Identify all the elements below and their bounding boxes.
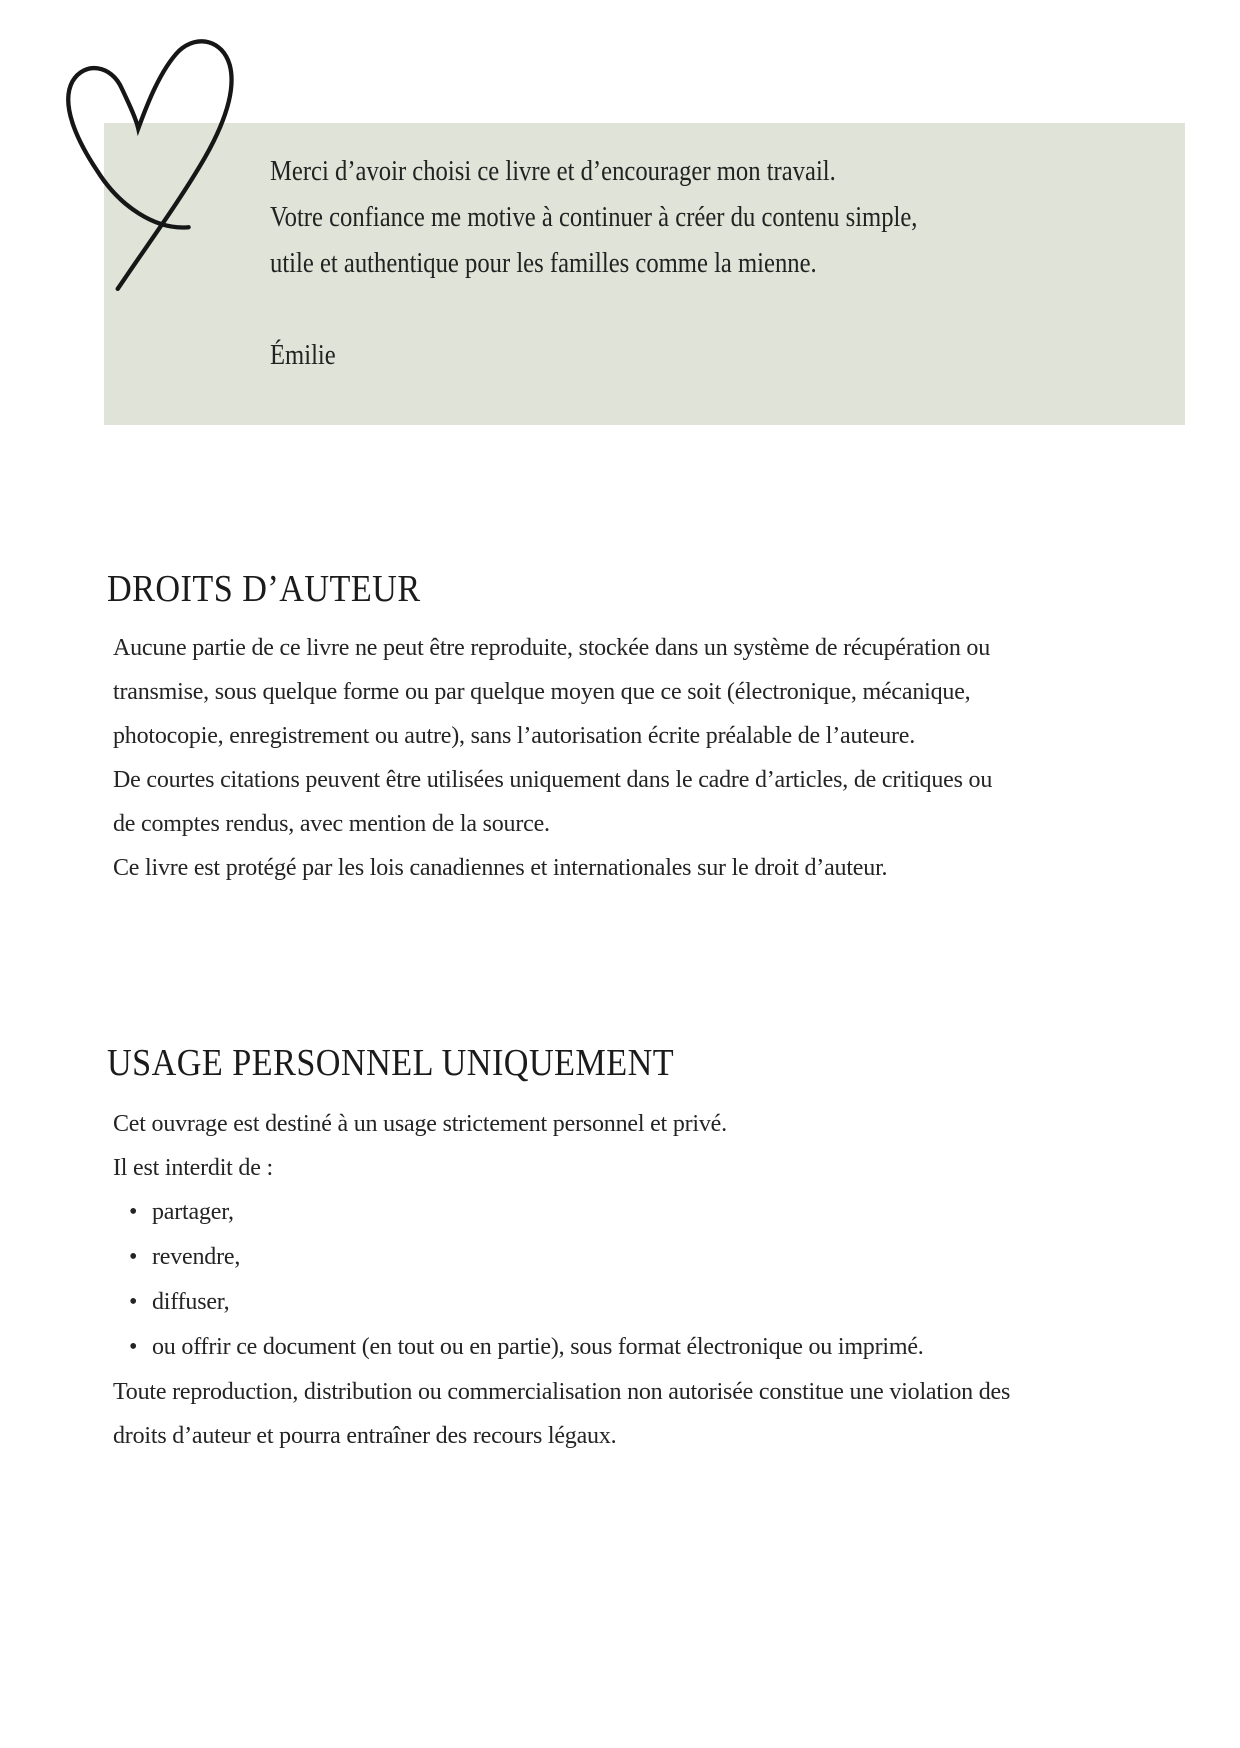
thank-you-line: Votre confiance me motive à continuer à créer du contenu simple, [270,202,918,233]
thank-you-text [270,149,917,379]
legal-warning-paragraph: Toute reproduction, distribution ou commercialisation non autorisée constitue une violation des droits d’auteur et pourra entraîner des recours légaux. [113,1379,1011,1449]
citations-paragraph: De courtes citations peuvent être utilisées uniquement dans le cadre d’articles, de critiques ou de comptes rendus, avec mention de la source. [113,767,993,837]
bullet-text: partager, [152,1199,234,1225]
heart-icon [58,32,238,294]
bullet-dot-icon [113,1280,152,1325]
list-item [113,1325,1018,1370]
droits-auteur-body [113,626,1018,890]
author-signature: Émilie [270,340,336,371]
list-item [113,1190,1018,1235]
bullet-dot-icon [113,1235,152,1280]
list-item [113,1280,1018,1325]
interdiction-list [113,1190,1018,1370]
usage-personnel-body [113,1102,1018,1458]
bullet-dot-icon [113,1190,152,1235]
bullet-dot-icon [113,1325,152,1370]
copyright-paragraph: Aucune partie de ce livre ne peut être reproduite, stockée dans un système de récupération ou transmise, sous quelque forme ou par quelque moyen que ce soit (électronique, mécanique, photocopie, enregistrement ou autre), sans l’autorisation écrite préalable de l’auteure. [113,635,991,749]
usage-intro-line: Cet ouvrage est destiné à un usage strictement personnel et privé. [113,1111,727,1137]
protection-paragraph: Ce livre est protégé par les lois canadiennes et internationales sur le droit d’auteur. [113,855,888,881]
thank-you-line: Merci d’avoir choisi ce livre et d’encourager mon travail. [270,156,836,187]
bullet-text: diffuser, [152,1289,230,1315]
bullet-text: ou offrir ce document (en tout ou en partie), sous format électronique ou imprimé. [152,1334,924,1360]
list-item [113,1235,1018,1280]
section-heading-droits-auteur: DROITS D’AUTEUR [107,568,421,610]
thank-you-line: utile et authentique pour les familles comme la mienne. [270,248,817,279]
thank-you-note-box [104,123,1185,425]
bullet-text: revendre, [152,1244,241,1270]
section-heading-usage-personnel: USAGE PERSONNEL UNIQUEMENT [107,1042,675,1084]
interdiction-intro-line: Il est interdit de : [113,1155,273,1181]
